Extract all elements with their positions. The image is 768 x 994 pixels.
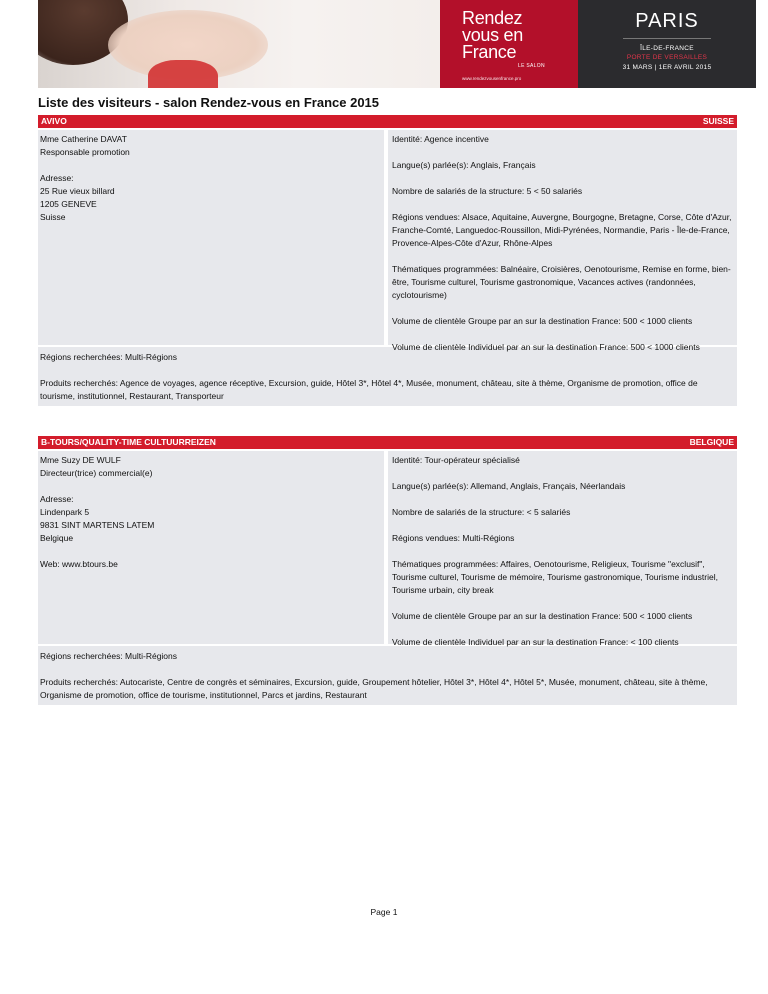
identity: Identité: Tour-opérateur spécialisé: [392, 455, 520, 465]
event-city: PARIS: [635, 10, 699, 32]
logo-line-1: Rendez: [462, 8, 523, 28]
regions-sold: Régions vendues: Multi-Régions: [392, 533, 515, 543]
company-card: [38, 115, 737, 406]
contact-column: [38, 451, 384, 644]
address-label: Adresse:: [40, 173, 74, 183]
page-title: Liste des visiteurs - salon Rendez-vous en France 2015: [38, 95, 380, 110]
address-line: 1205 GENEVE: [40, 199, 97, 209]
products-sought: Produits recherchés: Autocariste, Centre de congrès et séminaires, Excursion, guide, Groupement hôtelier, Hôtel 3*, Hôtel 4*, Hôtel 5*, Musée, monument, château, site à thème, Organisme de promotion, office de tourisme, institutionnel, Parcs et jardins, Restaurant: [40, 677, 708, 700]
logo-tagline: LE SALON: [518, 63, 545, 69]
details-column: [388, 451, 737, 647]
group-volume: Volume de clientèle Groupe par an sur la destination France: 500 < 1000 clients: [392, 316, 693, 326]
event-logo: [440, 0, 578, 88]
address-line: Belgique: [40, 533, 74, 543]
company-body: [38, 451, 737, 647]
logo-line-3: France: [462, 42, 517, 62]
address-label: Adresse:: [40, 494, 74, 504]
address-line: Lindenpark 5: [40, 507, 90, 517]
identity: Identité: Agence incentive: [392, 134, 489, 144]
staff-count: Nombre de salariés de la structure: 5 < 50 salariés: [392, 186, 583, 196]
languages: Langue(s) parlée(s): Allemand, Anglais, Français, Néerlandais: [392, 481, 626, 491]
photo-garment: [148, 60, 218, 88]
details-column: [388, 130, 737, 352]
regions-sought: Régions recherchées: Multi-Régions: [40, 651, 178, 661]
event-dates: 31 MARS | 1ER AVRIL 2015: [622, 64, 712, 71]
staff-count: Nombre de salariés de la structure: < 5 salariés: [392, 507, 571, 517]
contact-name: Mme Suzy DE WULF: [40, 455, 121, 465]
products-sought: Produits recherchés: Agence de voyages, agence réceptive, Excursion, guide, Hôtel 3*, Hôtel 4*, Musée, monument, château, site à thème, Organisme de promotion, office de tourisme, institutionnel, Restaurant, Transporteur: [40, 378, 698, 401]
regions-sought: Régions recherchées: Multi-Régions: [40, 352, 178, 362]
themes: Thématiques programmées: Balnéaire, Croisières, Oenotourisme, Remise en forme, bien-être, Tourisme culturel, Tourisme gastronomique, Vacances actives (randonnées, cyclotourisme): [392, 264, 731, 300]
company-footer: [38, 347, 737, 406]
individual-volume: Volume de clientèle Individuel par an sur la destination France: < 100 clients: [392, 637, 679, 647]
group-volume: Volume de clientèle Groupe par an sur la destination France: 500 < 1000 clients: [392, 611, 693, 621]
page-number: Page 1: [370, 907, 398, 917]
company-body: [38, 130, 737, 352]
contact-role: Responsable promotion: [40, 147, 130, 157]
event-region: ÎLE-DE-FRANCE: [640, 45, 694, 52]
languages: Langue(s) parlée(s): Anglais, Français: [392, 160, 536, 170]
event-venue: PORTE DE VERSAILLES: [626, 54, 708, 61]
individual-volume: Volume de clientèle Individuel par an sur la destination France: 500 < 1000 clients: [392, 342, 700, 352]
company-header: [38, 115, 737, 128]
banner-photo: [38, 0, 440, 88]
regions-sold: Régions vendues: Alsace, Aquitaine, Auvergne, Bourgogne, Bretagne, Corse, Côte d'Azur, Franche-Comté, Languedoc-Roussillon, Midi-Pyrénées, Normandie, Paris - Île-de-France, Provence-Alpes-Côte d'Azur, Rhône-Alpes: [392, 212, 732, 248]
address-line: 25 Rue vieux billard: [40, 186, 115, 196]
contact-name: Mme Catherine DAVAT: [40, 134, 127, 144]
address-line: Suisse: [40, 212, 66, 222]
company-name: B-TOURS/QUALITY-TIME CULTUURREIZEN: [41, 437, 216, 447]
logo-line-2: vous en: [462, 25, 523, 45]
contact-role: Directeur(trice) commercial(e): [40, 468, 153, 478]
contact-column: [38, 130, 384, 345]
company-footer: [38, 646, 737, 705]
event-banner: [38, 0, 756, 88]
logo-url: www.rendezvousenfrance.pro: [462, 76, 522, 81]
company-country: BELGIQUE: [689, 437, 734, 447]
address-line: 9831 SINT MARTENS LATEM: [40, 520, 155, 530]
website-link[interactable]: Web: www.btours.be: [40, 559, 118, 569]
event-info: [578, 0, 756, 88]
company-card: [38, 436, 737, 705]
company-name: AVIVO: [41, 116, 67, 126]
company-country: SUISSE: [702, 116, 734, 126]
divider: [623, 38, 711, 39]
company-header: [38, 436, 737, 449]
themes: Thématiques programmées: Affaires, Oenotourisme, Religieux, Tourisme "exclusif", Tourisme culturel, Tourisme de mémoire, Tourisme gastronomique, Tourisme industriel, Tourisme urbain, city break: [392, 559, 718, 595]
